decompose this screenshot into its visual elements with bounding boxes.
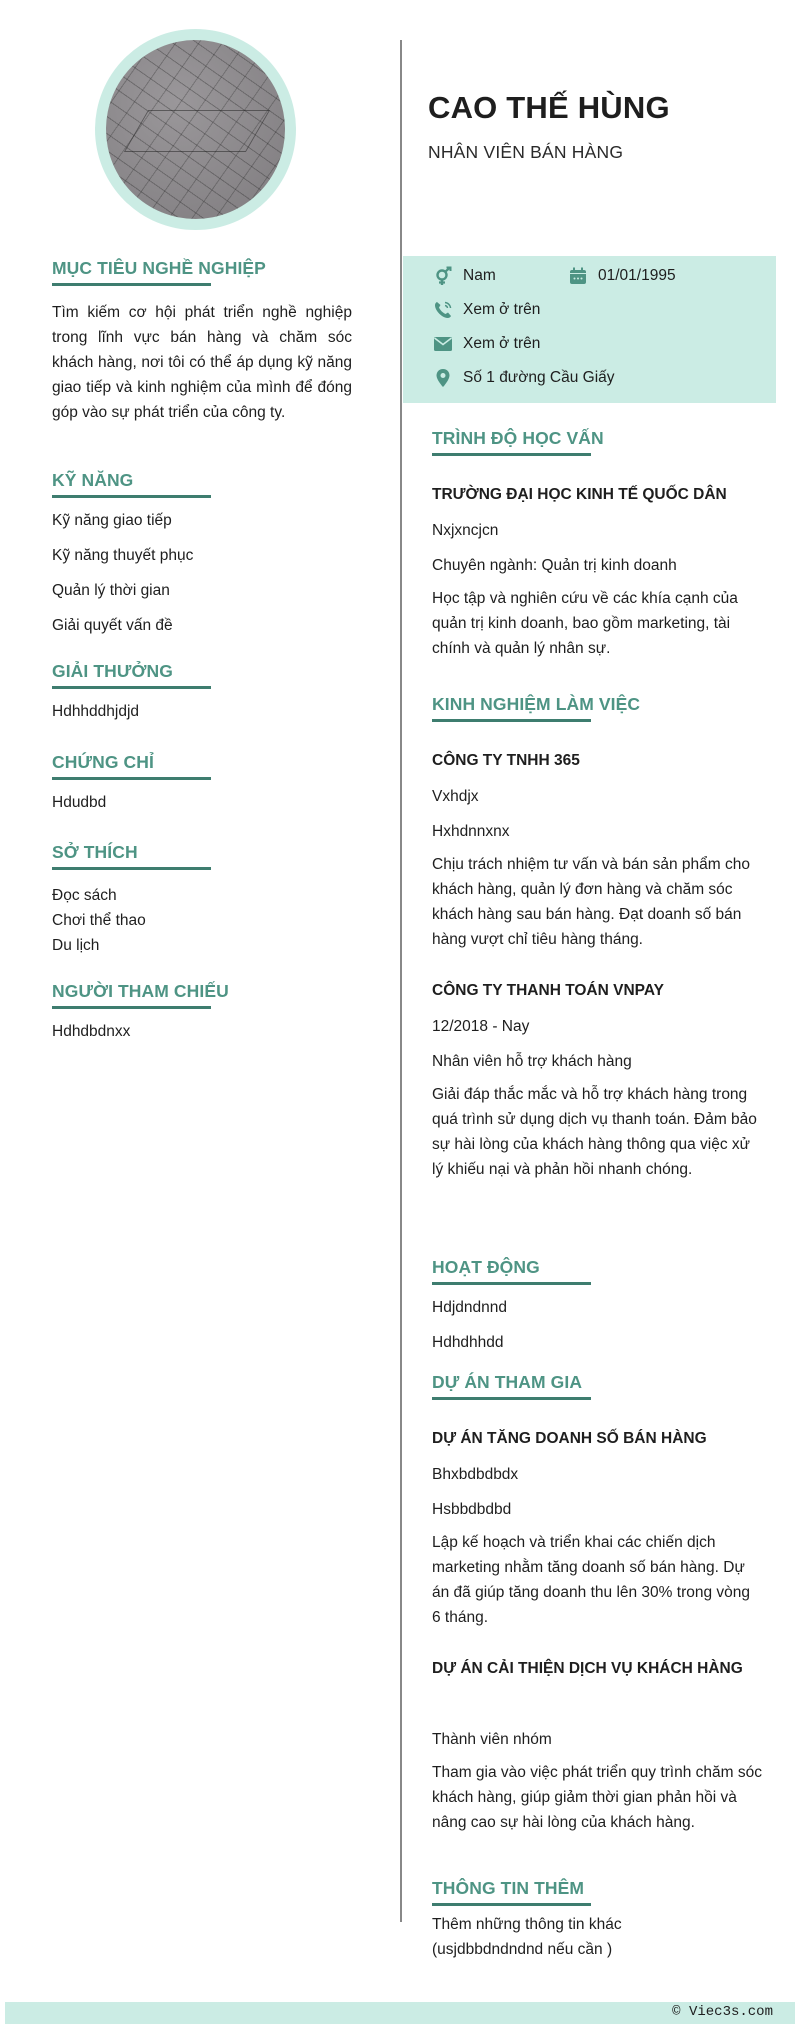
additional-text: Thêm những thông tin khác (usjdbbdndndnd nếu cần )	[432, 1916, 622, 1958]
section-title: KỸ NĂNG	[52, 470, 134, 490]
gender-icon	[432, 266, 454, 286]
project-time: Bhxbdbdbdx	[432, 1466, 519, 1483]
skill-item: Kỹ năng giao tiếp	[52, 512, 172, 529]
section-underline	[432, 1903, 591, 1906]
section-title: GIẢI THƯỞNG	[52, 661, 173, 681]
project-role: Hsbbdbdbd	[432, 1501, 512, 1518]
calendar-icon	[567, 266, 589, 286]
footer-bar	[5, 2002, 795, 2024]
section-title: THÔNG TIN THÊM	[432, 1878, 585, 1898]
objective-text: Tìm kiếm cơ hội phát triển nghề nghiệp trong lĩnh vực bán hàng và chăm sóc khách hàng, nơi tôi có thể áp dụng kỹ năng giao tiếp và kinh nghiệm của mình để đóng góp vào sự phát triển của công ty.	[52, 304, 352, 421]
section-title: CHỨNG CHỈ	[52, 752, 154, 772]
contact-gender	[432, 266, 496, 286]
project-entry	[432, 1429, 762, 1630]
section-underline	[52, 495, 211, 498]
section-underline	[432, 719, 591, 722]
section-projects	[432, 1370, 762, 1835]
phone-value: Xem ở trên	[463, 301, 541, 318]
section-underline	[52, 777, 211, 780]
gender-value: Nam	[463, 267, 496, 284]
envelope-icon	[432, 334, 454, 354]
section-underline	[52, 867, 211, 870]
education-major: Chuyên ngành: Quản trị kinh doanh	[432, 557, 677, 574]
skill-item: Quản lý thời gian	[52, 582, 170, 599]
section-certificates	[52, 750, 352, 813]
skill-item: Giải quyết vấn đề	[52, 617, 173, 634]
experience-description: Giải đáp thắc mắc và hỗ trợ khách hàng trong quá trình sử dụng dịch vụ thanh toán. Đảm bảo sự hài lòng của khách hàng thông qua việc xử lý khiếu nại và phản hồi nhanh chóng.	[432, 1086, 757, 1178]
section-title: NGƯỜI THAM CHIẾU	[52, 981, 229, 1001]
hobby-item: Đọc sách	[52, 887, 117, 904]
hobby-item: Chơi thể thao	[52, 912, 146, 929]
skill-item: Kỹ năng thuyết phục	[52, 547, 194, 564]
job-title: NHÂN VIÊN BÁN HÀNG	[428, 142, 624, 162]
project-entry	[432, 1659, 762, 1835]
experience-entry	[432, 981, 762, 1182]
contact-phone	[432, 300, 540, 320]
section-title: HOẠT ĐỘNG	[432, 1257, 540, 1277]
section-underline	[52, 686, 211, 689]
experience-position: Nhân viên hỗ trợ khách hàng	[432, 1053, 632, 1070]
column-divider	[400, 40, 402, 1922]
project-description: Lập kế hoạch và triển khai các chiến dịch marketing nhằm tăng doanh số bán hàng. Dự án đã giúp tăng doanh thu lên 30% trong vòng 6 tháng.	[432, 1534, 751, 1626]
section-underline	[432, 1282, 591, 1285]
reference-item: Hdhdbdnxx	[52, 1023, 131, 1040]
map-pin-icon	[432, 368, 454, 388]
school-name: TRƯỜNG ĐẠI HỌC KINH TẾ QUỐC DÂN	[432, 486, 727, 503]
section-title: TRÌNH ĐỘ HỌC VẤN	[432, 428, 604, 448]
section-hobbies	[52, 840, 352, 958]
section-underline	[432, 453, 591, 456]
copyright-link[interactable]: © Viec3s.com	[672, 2004, 773, 2020]
section-title: SỞ THÍCH	[52, 842, 138, 862]
section-underline	[52, 283, 211, 286]
avatar	[106, 40, 285, 219]
section-title: DỰ ÁN THAM GIA	[432, 1372, 583, 1392]
section-education	[432, 426, 762, 661]
education-description: Học tập và nghiên cứu về các khía cạnh của quản trị kinh doanh, bao gồm marketing, tài chính và quản lý nhân sự.	[432, 590, 738, 657]
project-role: Thành viên nhóm	[432, 1731, 552, 1748]
certificate-item: Hdudbd	[52, 794, 107, 811]
address-value: Số 1 đường Cầu Giấy	[463, 369, 615, 386]
phone-icon	[432, 300, 454, 320]
contact-box	[403, 256, 776, 403]
section-activities	[432, 1255, 762, 1353]
experience-time: 12/2018 - Nay	[432, 1018, 530, 1035]
education-time: Nxjxncjcn	[432, 522, 499, 539]
section-skills	[52, 468, 352, 636]
experience-time: Vxhdjx	[432, 788, 479, 805]
project-name: DỰ ÁN TĂNG DOANH SỐ BÁN HÀNG	[432, 1430, 707, 1447]
email-value: Xem ở trên	[463, 335, 541, 352]
contact-birthday	[567, 266, 676, 286]
experience-position: Hxhdnnxnx	[432, 823, 510, 840]
left-column	[52, 256, 352, 1040]
activity-item: Hdhdhhdd	[432, 1334, 504, 1351]
section-underline	[432, 1397, 591, 1400]
project-time	[432, 1695, 762, 1715]
company-name: CÔNG TY TNHH 365	[432, 752, 580, 769]
section-objective	[52, 256, 352, 425]
project-name: DỰ ÁN CẢI THIỆN DỊCH VỤ KHÁCH HÀNG	[432, 1660, 743, 1677]
birthday-value: 01/01/1995	[598, 267, 676, 284]
award-item: Hdhhddhjdjd	[52, 703, 140, 720]
section-experience	[432, 692, 762, 1182]
section-title: MỤC TIÊU NGHỀ NGHIỆP	[52, 258, 266, 278]
section-references	[52, 979, 352, 1042]
candidate-name: CAO THẾ HÙNG	[428, 90, 670, 125]
section-additional	[432, 1876, 762, 1962]
experience-description: Chịu trách nhiệm tư vấn và bán sản phẩm cho khách hàng, quản lý đơn hàng và chăm sóc khách hàng sau bán hàng. Đạt doanh số bán hàng vượt chỉ tiêu hàng tháng.	[432, 856, 750, 948]
section-title: KINH NGHIỆM LÀM VIỆC	[432, 694, 641, 714]
company-name: CÔNG TY THANH TOÁN VNPAY	[432, 982, 664, 999]
section-awards	[52, 659, 352, 722]
section-underline	[52, 1006, 211, 1009]
contact-address	[432, 368, 615, 388]
experience-entry	[432, 751, 762, 952]
contact-email	[432, 334, 540, 354]
project-description: Tham gia vào việc phát triển quy trình chăm sóc khách hàng, giúp giảm thời gian phản hồi và nâng cao sự hài lòng của khách hàng.	[432, 1764, 762, 1831]
activity-item: Hdjdndnnd	[432, 1299, 507, 1316]
hobby-item: Du lịch	[52, 937, 100, 954]
